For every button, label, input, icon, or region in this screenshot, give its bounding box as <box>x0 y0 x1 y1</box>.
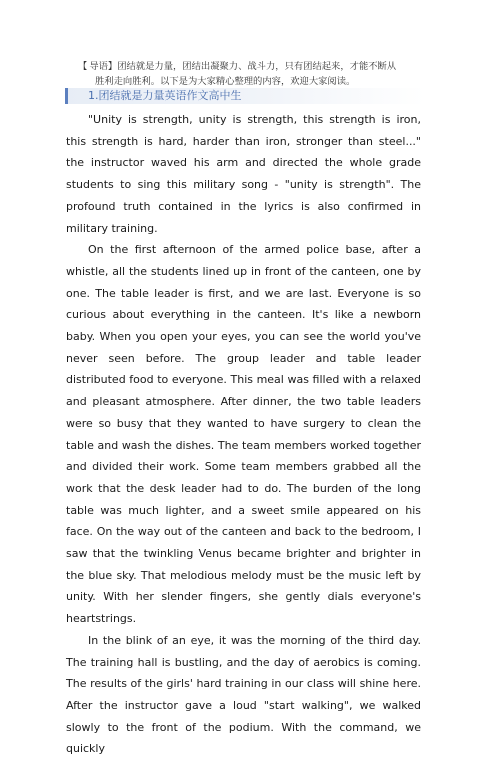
heading-accent-bar <box>65 88 68 104</box>
paragraph: On the first afternoon of the armed police base, after a whistle, all the students lined up in front of the canteen, one by one. The table leader is first, and we are last. Everyone is so curious about everything in the canteen. It's like a newborn baby. When you open your eyes, you can see the world you've never seen before. The group leader and table leader distributed food to everyone. This meal was filled with a relaxed and pleasant atmosphere. After dinner, the two table leaders were so busy that they wanted to have surgery to clean the table and wash the dishes. The team members worked together and divided their work. Some team members grabbed all the work that the desk leader had to do. The burden of the long table was much lighter, and a sweet smile appeared on his face. On the way out of the canteen and back to the bedroom, I saw that the twinkling Venus became brighter and brighter in the blue sky. That melodious melody must be the music left by unity. With her slender fingers, she gently dials everyone's heartstrings. <box>66 243 421 626</box>
essay-body <box>66 109 421 760</box>
intro-guide <box>78 59 428 89</box>
section-heading: 1.团结就是力量英语作文高中生 <box>88 89 242 102</box>
paragraph: In the blink of an eye, it was the morning of the third day. The training hall is bustling, and the day of aerobics is coming. The results of the girls' hard training in our class will shine here. After the instructor gave a loud "start walking", we walked slowly to the front of the podium. With the command, we quickly <box>66 633 421 756</box>
intro-line-1: 团结就是力量，团结出凝聚力、战斗力，只有团结起来，才能不断从 <box>117 61 397 72</box>
section-heading-block <box>65 88 425 104</box>
paragraph: "Unity is strength, unity is strength, this strength is iron, this strength is hard, harder than iron, stronger than steel..." the instructor waved his arm and directed the whole grade students to sing this military song - "unity is strength". The profound truth contained in the lyrics is also confirmed in military training. <box>66 113 421 235</box>
intro-label: 导语】 <box>89 61 118 72</box>
intro-line-2: 胜利走向胜利。以下是为大家精心整理的内容，欢迎大家阅读。 <box>95 76 356 87</box>
intro-bracket: 【 <box>78 61 88 72</box>
